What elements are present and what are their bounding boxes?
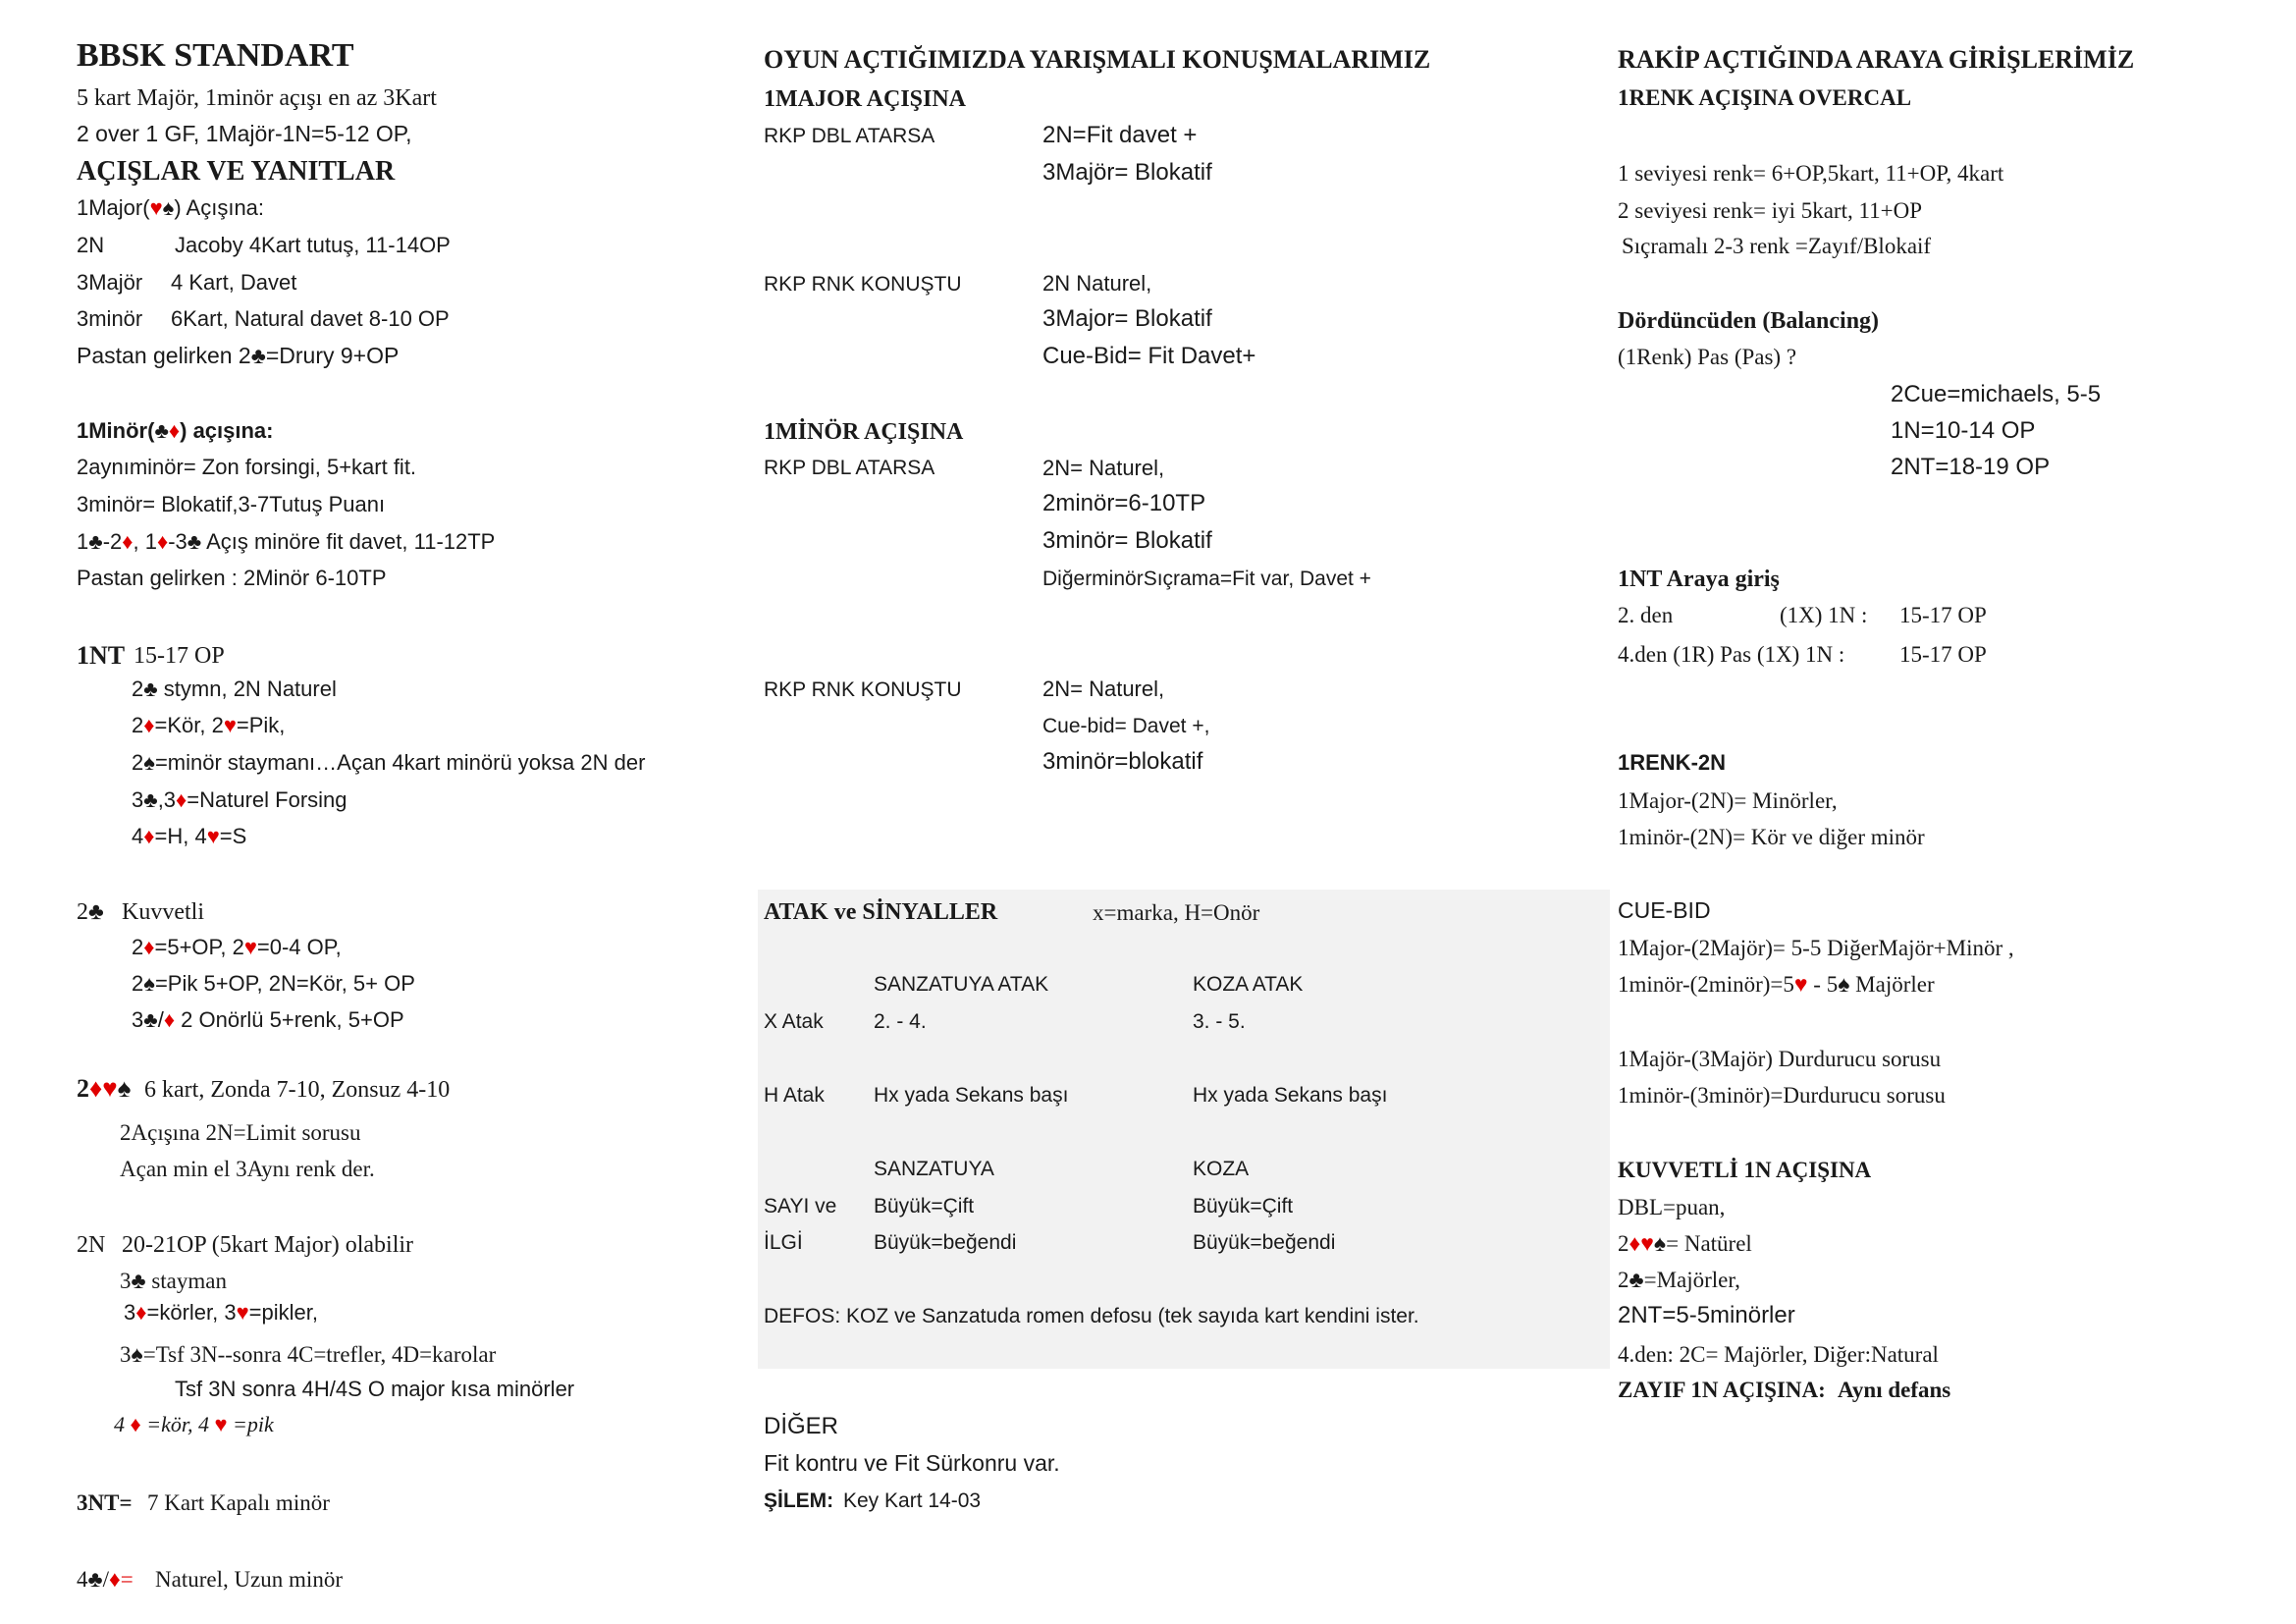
minor-resp-3 xyxy=(77,531,495,553)
spade-icon: ♠ xyxy=(1653,1231,1667,1256)
club-icon: ♣ xyxy=(154,418,169,443)
text-fragment: =pik xyxy=(227,1412,274,1436)
minor-dbl-resp-2: 2minör=6-10TP xyxy=(1042,490,1206,516)
other-line-1: Fit kontru ve Fit Sürkonru var. xyxy=(764,1450,1060,1476)
minor-competition-heading: 1MİNÖR AÇIŞINA xyxy=(764,419,964,445)
major-suit-overcall-label: RKP RNK KONUŞTU xyxy=(764,273,962,296)
text-fragment: stymn, 2N Naturel xyxy=(157,677,337,701)
text-fragment: 3 xyxy=(132,1007,144,1032)
text-fragment: =Tsf 3N--sonra 4C=trefler, 4D=karolar xyxy=(142,1342,497,1367)
text-fragment: Majörler xyxy=(1849,972,1935,997)
text-fragment: 2 xyxy=(1618,1268,1629,1292)
text-fragment: =H, 4 xyxy=(154,824,207,848)
cue-bid-line-2 xyxy=(1618,973,1935,996)
text-fragment: =5+OP, 2 xyxy=(154,935,244,959)
text-fragment: 4 xyxy=(114,1412,131,1436)
weak-nt-defence-value: Aynı defans xyxy=(1838,1378,1951,1402)
overcall-heading: 1RENK AÇIŞINA OVERCAL xyxy=(1618,85,1912,110)
spade-icon: ♠ xyxy=(131,1342,143,1367)
cue-bid-line-4: 1minör-(3minör)=Durdurucu sorusu xyxy=(1618,1083,1946,1108)
four-minor-key xyxy=(77,1568,133,1591)
text-fragment: =körler, 3 xyxy=(146,1300,237,1325)
major-resp-passed xyxy=(77,345,399,367)
text-fragment: 1Minör( xyxy=(77,418,155,443)
diamond-icon: ♦ xyxy=(143,824,155,848)
minor-dbl-resp-3: 3minör= Blokatif xyxy=(1042,527,1212,554)
weak-two-heading xyxy=(77,1076,132,1102)
nt-lead-header: SANZATUYA ATAK xyxy=(874,973,1049,996)
text-fragment: / xyxy=(157,1007,164,1032)
two-nt-resp-4: Tsf 3N sonra 4H/4S O major kısa minörler xyxy=(175,1377,575,1401)
diamond-icon: ♦ xyxy=(143,935,155,959)
h-lead-label: H Atak xyxy=(764,1084,825,1107)
slam-key: ŞİLEM: xyxy=(764,1489,834,1512)
nt-overcall-2nd-key: 2. den xyxy=(1618,603,1674,627)
nt-overcall-2nd-range: 15-17 OP xyxy=(1899,603,1987,627)
cue-bid-line-1: 1Major-(2Majör)= 5-5 DiğerMajör+Minör , xyxy=(1618,936,2014,960)
nt-opening-key: 1NT xyxy=(77,641,126,670)
system-line-2: 2 over 1 GF, 1Majör-1N=5-12 OP, xyxy=(77,121,412,146)
x-lead-suit: 3. - 5. xyxy=(1193,1010,1246,1033)
diamond-icon: ♦ xyxy=(143,713,155,737)
h-lead-nt: Hx yada Sekans başı xyxy=(874,1084,1069,1107)
club-icon: ♣ xyxy=(143,677,158,701)
balancing-resp-2: 1N=10-14 OP xyxy=(1891,417,2036,444)
minor-resp-2: 3minör= Blokatif,3-7Tutuş Puanı xyxy=(77,492,386,516)
heart-icon: ♥ xyxy=(1793,972,1808,997)
text-fragment: =Drury 9+OP xyxy=(265,343,400,368)
overcall-line-2: 2 seviyesi renk= iyi 5kart, 11+OP xyxy=(1618,198,1922,223)
major-dbl-label: RKP DBL ATARSA xyxy=(764,125,935,147)
minor-opening-heading xyxy=(77,420,274,442)
weak-two-resp-1: 2Açışına 2N=Limit sorusu xyxy=(120,1120,361,1145)
nt-resp-1 xyxy=(132,678,337,700)
text-fragment: =S xyxy=(219,824,247,848)
text-fragment: =kör, 4 xyxy=(140,1412,215,1436)
major-resp-val-3: 6Kart, Natural davet 8-10 OP xyxy=(171,306,450,331)
text-fragment: 2 Onörlü 5+renk, 5+OP xyxy=(175,1007,404,1032)
text-fragment: 2 xyxy=(132,935,144,959)
diamond-icon: ♦ xyxy=(122,529,133,554)
text-fragment: stayman xyxy=(145,1269,227,1293)
spade-icon: ♠ xyxy=(1838,972,1850,997)
text-fragment: - 5 xyxy=(1807,972,1839,997)
club-icon: ♣ xyxy=(143,1007,158,1032)
spade-icon: ♠ xyxy=(162,195,175,220)
heart-icon: ♥ xyxy=(149,195,163,220)
minor-resp-1: 2aynıminör= Zon forsingi, 5+kart fit. xyxy=(77,455,417,479)
two-nt-resp-5 xyxy=(114,1414,274,1435)
four-minor-desc: Naturel, Uzun minör xyxy=(155,1567,343,1592)
text-fragment: 1Major( xyxy=(77,195,150,220)
major-suit-resp-3: Cue-Bid= Fit Davet+ xyxy=(1042,343,1256,369)
two-nt-resp-1 xyxy=(120,1270,227,1292)
text-fragment: ,3 xyxy=(157,787,177,812)
strong-2c-label: Kuvvetli xyxy=(122,899,204,925)
diamond-icon: ♦ xyxy=(135,1300,147,1325)
two-nt-resp-2 xyxy=(124,1302,318,1324)
two-nt-resp-3 xyxy=(120,1343,496,1366)
two-nt-key: 2N xyxy=(77,1232,106,1258)
text-fragment: =Pik 5+OP, 2N=Kör, 5+ OP xyxy=(154,971,415,996)
discards-text: DEFOS: KOZ ve Sanzatuda romen defosu (tek sayıda kart kendini ister. xyxy=(764,1305,1419,1327)
heart-icon: ♥ xyxy=(1640,1231,1654,1256)
text-fragment: =Majörler, xyxy=(1643,1268,1740,1292)
text-fragment: =pikler, xyxy=(248,1300,318,1325)
text-fragment: = Natürel xyxy=(1666,1231,1752,1256)
major-opening-heading xyxy=(77,197,264,219)
text-fragment: 4 xyxy=(132,824,144,848)
spade-icon: ♠ xyxy=(143,750,155,775)
nt-overcall-heading: 1NT Araya giriş xyxy=(1618,567,1780,592)
heart-icon: ♥ xyxy=(102,1074,118,1103)
unusual-nt-heading: 1RENK-2N xyxy=(1618,750,1727,775)
diamond-icon: ♦ xyxy=(130,1412,141,1436)
text-fragment: 2 xyxy=(77,899,88,925)
diamond-icon: ♦ xyxy=(168,418,181,443)
overcall-line-3: Sıçramalı 2-3 renk =Zayıf/Blokaif xyxy=(1622,234,1932,258)
club-icon: ♣ xyxy=(250,343,266,368)
diamond-icon: ♦ xyxy=(89,1074,103,1103)
other-heading: DİĞER xyxy=(764,1413,839,1439)
minor-dbl-resp-1: 2N= Naturel, xyxy=(1042,456,1165,480)
club-icon: ♣ xyxy=(88,899,104,925)
text-fragment: 2 xyxy=(132,750,144,775)
leads-signals-panel xyxy=(758,890,1610,1369)
text-fragment: 3 xyxy=(120,1269,132,1293)
balancing-resp-1: 2Cue=michaels, 5-5 xyxy=(1891,381,2102,407)
major-resp-val-2: 4 Kart, Davet xyxy=(171,270,297,295)
text-fragment: / xyxy=(102,1567,109,1592)
major-resp-key-2: 3Majör xyxy=(77,270,143,295)
balancing-heading: Dördüncüden (Balancing) xyxy=(1618,308,1880,334)
three-nt-key: 3NT= xyxy=(77,1490,133,1515)
diamond-icon: ♦ xyxy=(176,787,187,812)
text-fragment: Pastan gelirken 2 xyxy=(77,343,251,368)
strong-nt-defence-heading: KUVVETLİ 1N AÇIŞINA xyxy=(1618,1158,1872,1182)
unusual-nt-line-1: 1Major-(2N)= Minörler, xyxy=(1618,788,1838,813)
text-fragment: -3 xyxy=(168,529,187,554)
suit-lead-header: KOZA ATAK xyxy=(1193,973,1304,996)
minor-suit-resp-2: Cue-bid= Davet +, xyxy=(1042,715,1210,737)
major-suit-resp-2: 3Major= Blokatif xyxy=(1042,305,1212,332)
heart-icon: ♥ xyxy=(223,713,237,737)
minor-suit-resp-1: 2N= Naturel, xyxy=(1042,677,1165,701)
text-fragment: =0-4 OP, xyxy=(256,935,342,959)
club-icon: ♣ xyxy=(1629,1268,1644,1292)
spade-icon: ♠ xyxy=(143,971,155,996)
slam-value: Key Kart 14-03 xyxy=(843,1489,982,1512)
nt-resp-5 xyxy=(132,826,246,847)
text-fragment: 3 xyxy=(132,787,144,812)
diamond-icon: ♦ xyxy=(1629,1231,1641,1256)
strong-nt-line-5: 4.den: 2C= Majörler, Diğer:Natural xyxy=(1618,1342,1939,1367)
strong-2c-resp-3 xyxy=(132,1009,404,1031)
text-fragment: 1 xyxy=(77,529,89,554)
cue-bid-line-3: 1Majör-(3Majör) Durdurucu sorusu xyxy=(1618,1047,1942,1071)
text-fragment: 2 xyxy=(132,677,144,701)
system-line-1: 5 kart Majör, 1minör açışı en az 3Kart xyxy=(77,85,437,111)
three-nt-desc: 7 Kart Kapalı minör xyxy=(147,1490,330,1515)
text-fragment: =Pik, xyxy=(236,713,286,737)
text-fragment: 3 xyxy=(124,1300,136,1325)
two-nt-desc: 20-21OP (5kart Major) olabilir xyxy=(122,1232,414,1258)
page-title: BBSK STANDART xyxy=(77,37,354,74)
count-signal-nt: Büyük=Çift xyxy=(874,1195,975,1218)
club-icon: ♣ xyxy=(187,529,202,554)
minor-resp-4: Pastan gelirken : 2Minör 6-10TP xyxy=(77,566,387,590)
text-fragment: 2 xyxy=(1618,1231,1629,1256)
weak-nt-defence-key: ZAYIF 1N AÇIŞINA: xyxy=(1618,1378,1826,1402)
nt-resp-4 xyxy=(132,789,347,811)
strong-nt-line-3 xyxy=(1618,1269,1740,1291)
balancing-sequence: (1Renk) Pas (Pas) ? xyxy=(1618,345,1797,369)
strong-nt-line-1: DBL=puan, xyxy=(1618,1195,1726,1219)
major-suit-resp-1: 2N Naturel, xyxy=(1042,271,1152,296)
defensive-title: RAKİP AÇTIĞINDA ARAYA GİRİŞLERİMİZ xyxy=(1618,45,2135,74)
text-fragment: 2 xyxy=(77,1074,89,1103)
attitude-signal-suit: Büyük=beğendi xyxy=(1193,1231,1336,1254)
text-fragment: =minör staymanı…Açan 4kart minörü yoksa 2N der xyxy=(154,750,646,775)
club-icon: ♣ xyxy=(143,787,158,812)
text-fragment: -2 xyxy=(102,529,123,554)
attitude-signal-label: İLGİ xyxy=(764,1231,803,1254)
x-lead-nt: 2. - 4. xyxy=(874,1010,927,1033)
signals-suit-header: KOZA xyxy=(1193,1158,1250,1180)
x-lead-label: X Atak xyxy=(764,1010,824,1033)
weak-two-desc: 6 kart, Zonda 7-10, Zonsuz 4-10 xyxy=(144,1077,451,1103)
text-fragment: =Naturel Forsing xyxy=(187,787,347,812)
text-fragment: = xyxy=(120,1567,133,1592)
attitude-signal-nt: Büyük=beğendi xyxy=(874,1231,1017,1254)
count-signal-suit: Büyük=Çift xyxy=(1193,1195,1294,1218)
strong-nt-line-2 xyxy=(1618,1232,1752,1255)
openings-heading: AÇIŞLAR VE YANITLAR xyxy=(77,156,396,187)
major-dbl-resp-1: 2N=Fit davet + xyxy=(1042,122,1198,148)
diamond-icon: ♦ xyxy=(156,529,169,554)
nt-opening-range: 15-17 OP xyxy=(133,643,225,669)
weak-two-resp-2: Açan min el 3Aynı renk der. xyxy=(120,1157,375,1181)
cue-bid-heading: CUE-BID xyxy=(1618,897,1711,923)
text-fragment: 1minör-(2minör)=5 xyxy=(1618,972,1794,997)
major-resp-val-1: Jacoby 4Kart tutuş, 11-14OP xyxy=(175,233,451,257)
club-icon: ♣ xyxy=(88,529,103,554)
text-fragment: , 1 xyxy=(133,529,157,554)
diamond-icon: ♦ xyxy=(163,1007,176,1032)
text-fragment: ) Açışına: xyxy=(174,195,265,220)
nt-overcall-4th-range: 15-17 OP xyxy=(1899,642,1987,667)
heart-icon: ♥ xyxy=(236,1300,249,1325)
major-dbl-resp-2: 3Majör= Blokatif xyxy=(1042,159,1212,186)
nt-overcall-4th-seq: 4.den (1R) Pas (1X) 1N : xyxy=(1618,642,1845,667)
overcall-line-1: 1 seviyesi renk= 6+OP,5kart, 11+OP, 4kart xyxy=(1618,161,2004,186)
minor-suit-resp-3: 3minör=blokatif xyxy=(1042,748,1203,775)
strong-2c-heading xyxy=(77,900,104,924)
spade-icon: ♠ xyxy=(117,1074,132,1103)
strong-2c-resp-2 xyxy=(132,973,415,995)
leads-legend: x=marka, H=Onör xyxy=(1093,900,1260,925)
competitive-title: OYUN AÇTIĞIMIZDA YARIŞMALI KONUŞMALARIMIZ xyxy=(764,45,1431,74)
major-resp-key-1: 2N xyxy=(77,233,105,257)
balancing-resp-3: 2NT=18-19 OP xyxy=(1891,454,2051,480)
leads-heading: ATAK ve SİNYALLER xyxy=(764,899,998,925)
text-fragment: 3 xyxy=(120,1342,132,1367)
text-fragment: Açış minöre fit davet, 11-12TP xyxy=(201,529,496,554)
nt-resp-3 xyxy=(132,752,645,774)
text-fragment: 2 xyxy=(132,713,144,737)
text-fragment: ) açışına: xyxy=(180,418,274,443)
minor-dbl-resp-4: DiğerminörSıçrama=Fit var, Davet + xyxy=(1042,568,1371,590)
diamond-icon: ♦ xyxy=(108,1567,121,1592)
text-fragment: =Kör, 2 xyxy=(154,713,224,737)
minor-suit-overcall-label: RKP RNK KONUŞTU xyxy=(764,678,962,701)
heart-icon: ♥ xyxy=(206,824,220,848)
major-resp-key-3: 3minör xyxy=(77,306,143,331)
strong-2c-resp-1 xyxy=(132,937,342,958)
club-icon: ♣ xyxy=(87,1567,103,1592)
heart-icon: ♥ xyxy=(243,935,257,959)
count-signal-label: SAYI ve xyxy=(764,1195,837,1218)
nt-overcall-2nd-seq: (1X) 1N : xyxy=(1780,603,1868,627)
text-fragment: 2 xyxy=(132,971,144,996)
unusual-nt-line-2: 1minör-(2N)= Kör ve diğer minör xyxy=(1618,825,1925,849)
club-icon: ♣ xyxy=(131,1269,146,1293)
minor-dbl-label: RKP DBL ATARSA xyxy=(764,457,935,479)
signals-nt-header: SANZATUYA xyxy=(874,1158,994,1180)
strong-nt-line-4: 2NT=5-5minörler xyxy=(1618,1302,1795,1328)
major-competition-heading: 1MAJOR AÇIŞINA xyxy=(764,86,967,112)
heart-icon: ♥ xyxy=(214,1412,228,1436)
nt-resp-2 xyxy=(132,715,285,736)
h-lead-suit: Hx yada Sekans başı xyxy=(1193,1084,1388,1107)
text-fragment: 4 xyxy=(77,1567,88,1592)
